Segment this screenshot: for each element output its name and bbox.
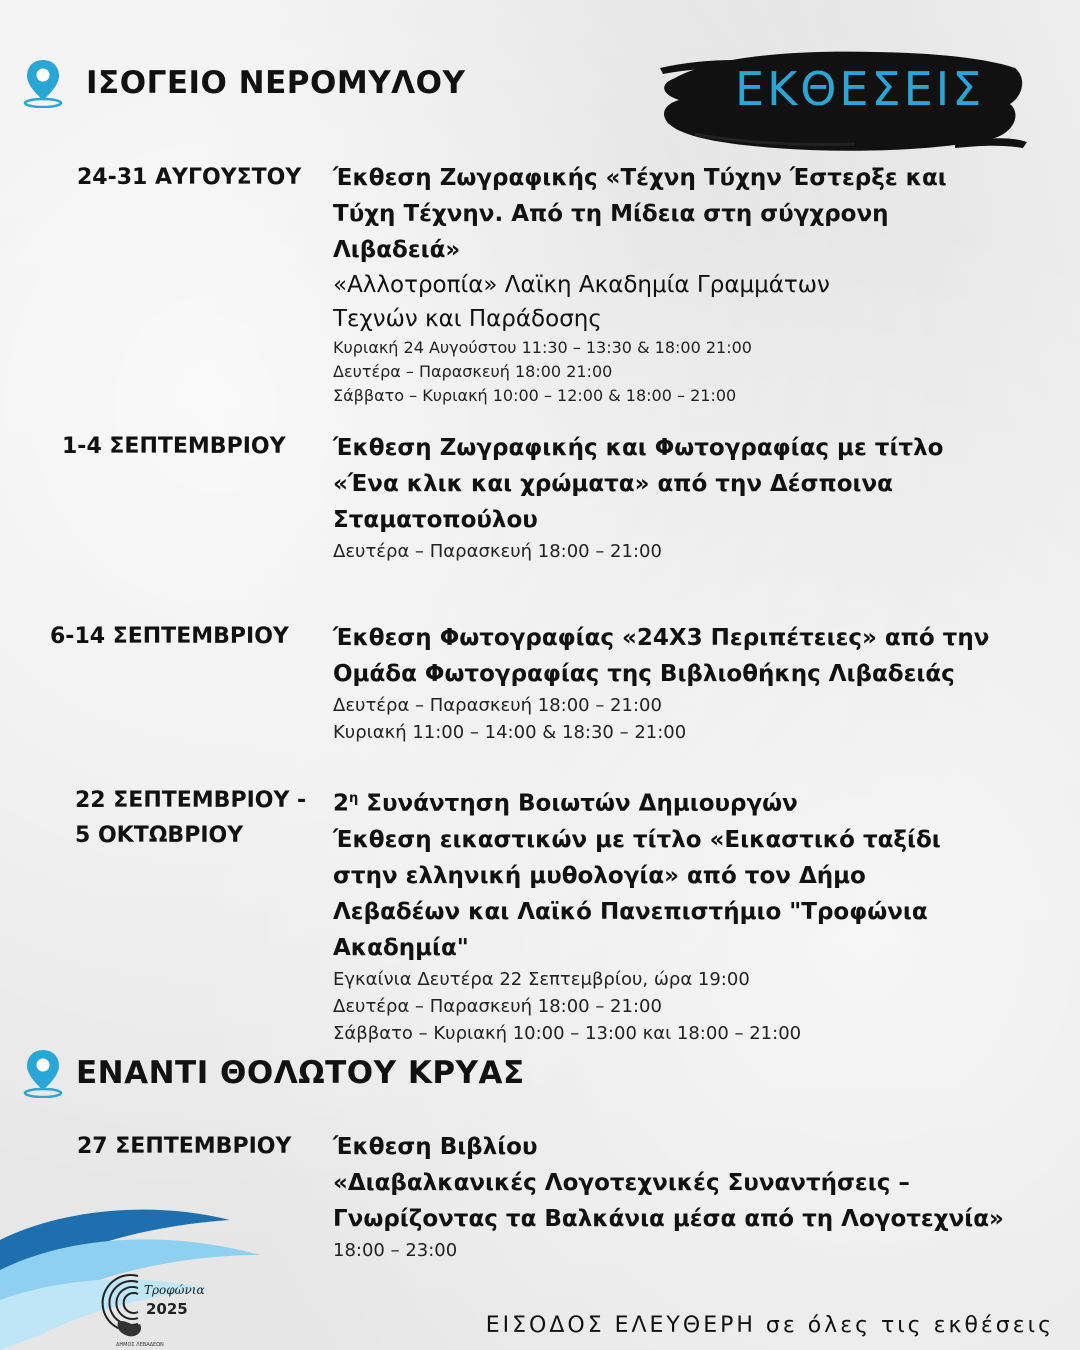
event-title-line: Λεβαδέων και Λαϊκό Πανεπιστήμιο "Τροφώνια: [333, 898, 928, 925]
free-entry-note: ΕΙΣΟΔΟΣ ΕΛΕΥΘΕΡΗ σε όλες τις εκθέσεις: [485, 1313, 1054, 1338]
event-date: 24-31 ΑΥΓΟΥΣΤΟΥ: [77, 165, 302, 190]
event-hours: Δευτέρα – Παρασκευή 18:00 – 21:00: [333, 995, 662, 1017]
ordinal-suffix: η: [349, 791, 359, 806]
event-title-line: «Ένα κλικ και χρώματα» από την Δέσποινα: [333, 471, 893, 497]
event-title-line: Σταματοπούλου: [333, 507, 538, 533]
event-date: [75, 783, 306, 853]
festival-logo: [98, 1268, 208, 1348]
event-title-first-line: [333, 781, 1023, 822]
event-title-line: Έκθεση Ζωγραφικής και Φωτογραφίας με τίτλο: [333, 435, 944, 461]
event-date-line: 5 ΟΚΤΩΒΡΙΟΥ: [75, 823, 244, 848]
event-date: 1-4 ΣΕΠΤΕΜΒΡΙΟΥ: [62, 434, 286, 459]
section-heading-neromylou: [22, 58, 465, 108]
logo-year: 2025: [146, 1300, 188, 1318]
event-hours: Δευτέρα – Παρασκευή 18:00 – 21:00: [333, 541, 662, 562]
location-pin-icon: [22, 58, 64, 108]
event-date: 27 ΣΕΠΤΕΜΒΡΙΟΥ: [77, 1134, 292, 1159]
event-hours: Σάββατο – Κυριακή 10:00 – 13:00 και 18:00 – 21:00: [333, 1022, 802, 1044]
event-date: 6-14 ΣΕΠΤΕΜΒΡΙΟΥ: [50, 624, 289, 649]
event-title-line: Έκθεση Βιβλίου: [333, 1134, 538, 1160]
event-title-line: Ακαδημία": [333, 934, 469, 961]
event-title-line: Γνωρίζοντας τα Βαλκάνια μέσα από τη Λογοτεχνία»: [333, 1206, 1004, 1232]
event-details: [333, 781, 1023, 1047]
event-title-text: Συνάντηση Βοιωτών Δημιουργών: [358, 790, 798, 817]
event-title-line: «Διαβαλκανικές Λογοτεχνικές Συναντήσεις –: [333, 1170, 910, 1196]
event-hours: 18:00 – 23:00: [333, 1240, 458, 1261]
location-pin-icon: [22, 1048, 64, 1098]
logo-script-text: Τροφώνια: [144, 1283, 205, 1297]
section-title: ΙΣΟΓΕΙΟ ΝΕΡΟΜΥΛΟΥ: [86, 65, 466, 101]
event-hours: Σάββατο – Κυριακή 10:00 – 12:00 & 18:00 – 21:00: [333, 386, 737, 405]
event-hours: Δευτέρα – Παρασκευή 18:00 – 21:00: [333, 695, 662, 716]
event-hours: Δευτέρα – Παρασκευή 18:00 21:00: [333, 362, 613, 381]
event-details: [333, 620, 1023, 746]
event-title-line: Έκθεση Φωτογραφίας «24Χ3 Περιπέτειες» από την: [333, 625, 990, 651]
event-subtitle-line: Τεχνών και Παράδοσης: [333, 306, 602, 332]
banner-label: ΕΚΘΕΣΕΙΣ: [735, 62, 985, 116]
event-title-line: Έκθεση Ζωγραφικής «Τέχνη Τύχην Έστερξε και: [333, 165, 947, 191]
event-hours: Κυριακή 24 Αυγούστου 11:30 – 13:30 & 18:00 21:00: [333, 338, 752, 357]
ordinal-number: 2: [333, 790, 350, 817]
event-subtitle-line: «Αλλοτροπία» Λαϊκη Ακαδημία Γραμμάτων: [333, 272, 830, 298]
event-details: [333, 430, 1023, 565]
event-hours: Εγκαίνια Δευτέρα 22 Σεπτεμβρίου, ώρα 19:00: [333, 968, 750, 990]
section-title: ΕΝΑΝΤΙ ΘΟΛΩΤΟΥ ΚΡΥΑΣ: [76, 1055, 525, 1091]
section-heading-tholotou-kryas: [22, 1048, 525, 1098]
event-title-line: στην ελληνική μυθολογία» από τον Δήμο: [333, 862, 866, 889]
event-details: [333, 1129, 1023, 1264]
logo-caption: ΔΗΜΟΣ ΛΕΒΑΔΕΩΝ: [116, 1342, 164, 1348]
event-date-line: 22 ΣΕΠΤΕΜΒΡΙΟΥ -: [75, 788, 307, 813]
event-title-line: Ομάδα Φωτογραφίας της Βιβλιοθήκης Λιβαδειάς: [333, 661, 955, 687]
event-title-line: Έκθεση εικαστικών με τίτλο «Εικαστικό ταξίδι: [333, 826, 941, 853]
event-title-line: Τύχη Τέχνην. Από τη Μίδεια στη σύγχρονη: [333, 201, 889, 227]
event-details: [333, 160, 1023, 408]
event-hours: Κυριακή 11:00 – 14:00 & 18:30 – 21:00: [333, 722, 687, 743]
event-title-line: Λιβαδειά»: [333, 237, 461, 263]
